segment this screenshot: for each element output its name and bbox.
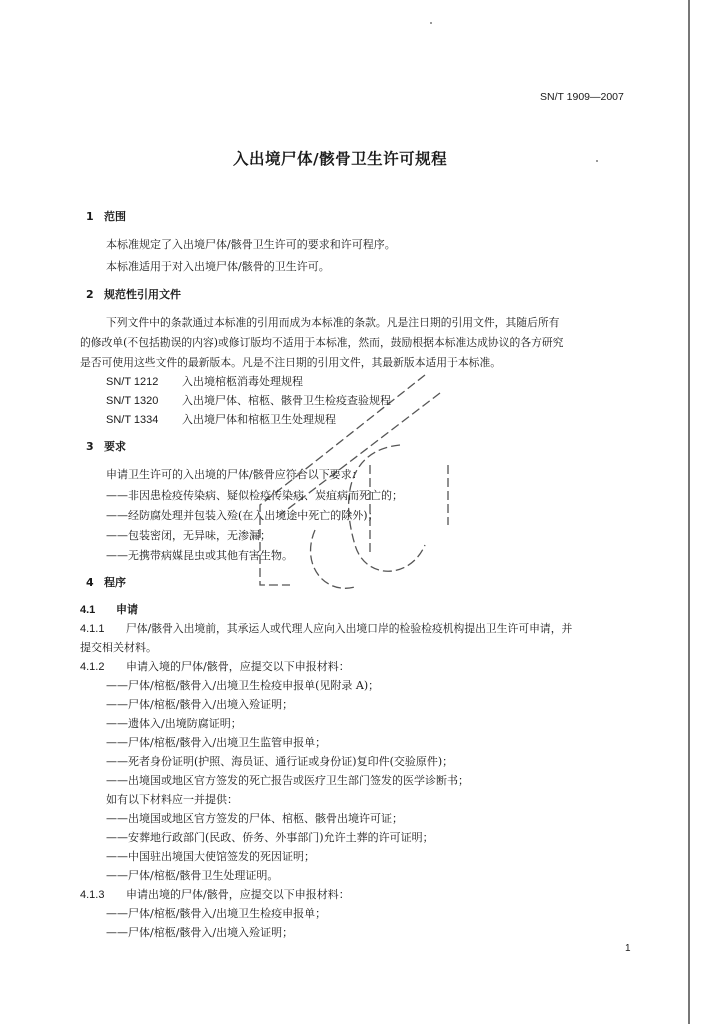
list-item: ——经防腐处理并包装入殓(在入出境途中死亡的除外)； [106, 509, 379, 522]
document-title: 入出境尸体/骸骨卫生许可规程 [233, 150, 448, 168]
ref-code: SN/T 1334 [106, 414, 159, 426]
section-1-heading: 范围 [104, 210, 126, 223]
clause-number: 4.1.1 [80, 623, 105, 635]
paragraph: 本标准规定了入出境尸体/骸骨卫生许可的要求和许可程序。 [106, 238, 396, 251]
scan-speck [430, 22, 432, 24]
list-item: ——尸体/棺柩/骸骨入/出境入殓证明； [106, 698, 294, 711]
ref-code: SN/T 1320 [106, 395, 159, 407]
list-item: ——尸体/棺柩/骸骨卫生处理证明。 [106, 869, 279, 882]
paragraph: 如有以下材料应一并提供： [106, 793, 238, 806]
paragraph: 本标准适用于对入出境尸体/骸骨的卫生许可。 [106, 260, 330, 273]
list-item: ——尸体/棺柩/骸骨入/出境入殓证明； [106, 926, 294, 939]
list-item: ——非因患检疫传染病、疑似检疫传染病、炭疽病而死亡的； [106, 489, 403, 502]
list-item: ——尸体/棺柩/骸骨入/出境卫生监管申报单； [106, 736, 327, 749]
subsection-number: 4.1 [80, 604, 96, 616]
section-3-heading: 要求 [104, 440, 126, 453]
paragraph-line: 是否可使用这些文件的最新版本。凡是不注日期的引用文件，其最新版本适用于本标准。 [80, 356, 502, 369]
list-item: ——尸体/棺柩/骸骨入/出境卫生检疫申报单； [106, 907, 327, 920]
list-item: ——安葬地行政部门(民政、侨务、外事部门)允许土葬的许可证明； [106, 831, 434, 844]
standard-number: SN/T 1909—2007 [540, 91, 624, 103]
section-3-number: 3 [86, 440, 94, 453]
list-item: ——出境国或地区官方签发的死亡报告或医疗卫生部门签发的医学诊断书； [106, 774, 469, 787]
ref-title: 入出境尸体和棺柩卫生处理规程 [182, 413, 336, 426]
list-item: ——出境国或地区官方签发的尸体、棺柩、骸骨出境许可证； [106, 812, 403, 825]
list-item: ——无携带病媒昆虫或其他有害生物。 [106, 549, 293, 562]
paragraph: 申请入境的尸体/骸骨，应提交以下申报材料： [126, 660, 350, 673]
page-number: 1 [625, 943, 631, 954]
scan-speck [596, 160, 598, 162]
section-2-number: 2 [86, 288, 94, 301]
list-item: ——死者身份证明(护照、海员证、通行证或身份证)复印件(交验原件)； [106, 755, 454, 768]
ref-title: 入出境尸体、棺柩、骸骨卫生检疫查验规程 [182, 394, 391, 407]
clause-number: 4.1.2 [80, 661, 105, 673]
list-item: ——中国驻出境国大使馆签发的死因证明； [106, 850, 315, 863]
paragraph-line: 的修改单(不包括勘误的内容)或修订版均不适用于本标准，然而，鼓励根据本标准达成协议的各方研究 [80, 336, 564, 349]
section-1-number: 1 [86, 210, 94, 223]
paragraph-line: 下列文件中的条款通过本标准的引用而成为本标准的条款。凡是注日期的引用文件，其随后所有 [106, 316, 560, 329]
section-4-number: 4 [86, 576, 94, 589]
section-4-heading: 程序 [104, 576, 126, 589]
paragraph-line: 尸体/骸骨入出境前，其承运人或代理人应向入出境口岸的检验检疫机构提出卫生许可申请，并 [126, 622, 573, 635]
section-2-heading: 规范性引用文件 [104, 288, 181, 301]
clause-number: 4.1.3 [80, 889, 105, 901]
paragraph: 申请出境的尸体/骸骨，应提交以下申报材料： [126, 888, 350, 901]
paragraph: 申请卫生许可的入出境的尸体/骸骨应符合以下要求： [106, 468, 363, 481]
scan-edge-line [688, 0, 690, 1024]
list-item: ——尸体/棺柩/骸骨入/出境卫生检疫申报单(见附录 A)； [106, 679, 380, 692]
subsection-heading: 申请 [116, 603, 138, 616]
ref-code: SN/T 1212 [106, 376, 159, 388]
list-item: ——包装密闭，无异味，无渗漏； [106, 529, 271, 542]
paragraph-line: 提交相关材料。 [80, 641, 157, 654]
list-item: ——遗体入/出境防腐证明； [106, 717, 242, 730]
ref-title: 入出境棺柩消毒处理规程 [182, 375, 303, 388]
